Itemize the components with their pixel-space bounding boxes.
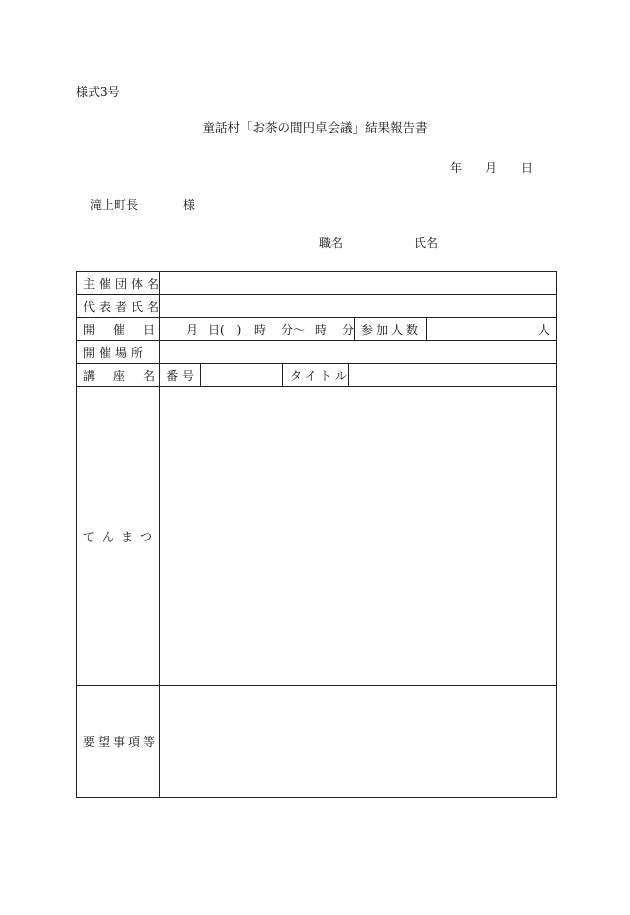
date-month-label: 月 bbox=[485, 161, 498, 175]
course-number-value bbox=[201, 364, 283, 386]
end-minute-unit: 分 bbox=[342, 322, 355, 337]
date-time-cell bbox=[160, 318, 355, 340]
form-number: 様式3号 bbox=[76, 85, 120, 99]
document-title: 童話村「お茶の間円卓会議」結果報告書 bbox=[202, 120, 428, 135]
representative-label: 代表者氏名 bbox=[77, 295, 160, 317]
organizer-row bbox=[77, 272, 556, 295]
month-unit: 月 bbox=[186, 322, 199, 337]
account-row bbox=[77, 387, 556, 686]
course-number-label: 番号 bbox=[160, 364, 201, 386]
persons-unit: 人 bbox=[537, 322, 550, 337]
venue-label: 開催場所 bbox=[77, 341, 160, 363]
venue-row bbox=[77, 341, 556, 364]
date-year-label: 年 bbox=[450, 161, 463, 175]
report-table bbox=[76, 271, 557, 798]
requests-row bbox=[77, 686, 556, 797]
name-label: 氏名 bbox=[414, 236, 439, 250]
honorific: 様 bbox=[183, 198, 196, 212]
day-weekday-unit: 日( ) bbox=[208, 322, 242, 337]
requests-label: 要望事項等 bbox=[77, 686, 160, 797]
course-title-label: タイトル bbox=[283, 364, 349, 386]
course-title-value bbox=[349, 364, 556, 386]
addressee: 滝上町長 bbox=[90, 198, 139, 212]
end-hour-unit: 時 bbox=[315, 322, 328, 337]
date-day-label: 日 bbox=[521, 161, 534, 175]
start-hour-unit: 時 bbox=[254, 322, 267, 337]
course-row bbox=[77, 364, 556, 387]
date-row-label bbox=[77, 318, 160, 340]
account-label: てんまつ bbox=[77, 387, 160, 685]
course-row-label-char: 座 bbox=[112, 368, 125, 383]
course-row-label bbox=[77, 364, 160, 386]
course-row-label-char: 名 bbox=[142, 368, 155, 383]
date-row-label-char: 開 bbox=[83, 322, 96, 337]
start-minute-unit: 分〜 bbox=[281, 322, 306, 337]
date-row-label-char: 催 bbox=[112, 322, 125, 337]
organizer-label: 主催団体名 bbox=[77, 272, 160, 294]
participants-label: 参加人数 bbox=[355, 318, 427, 340]
course-row-label-char: 講 bbox=[83, 368, 96, 383]
date-row-label-char: 日 bbox=[142, 322, 155, 337]
job-title-label: 職名 bbox=[319, 236, 344, 250]
date-row bbox=[77, 318, 556, 341]
representative-row bbox=[77, 295, 556, 318]
